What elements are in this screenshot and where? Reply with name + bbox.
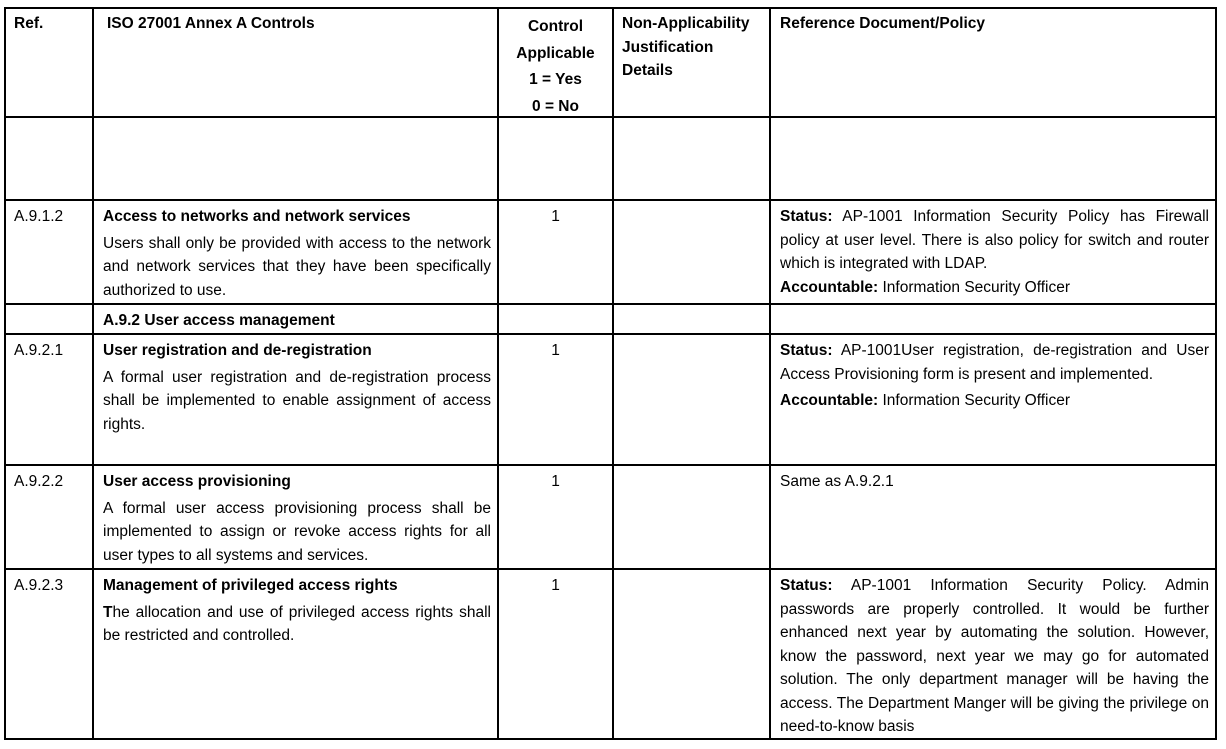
header-justification-line: Non-Applicability bbox=[622, 15, 750, 32]
table-border-top bbox=[5, 7, 1217, 9]
accountable-text bbox=[780, 389, 1209, 413]
control-description: Users shall only be provided with access to the network and network services that they have been specifically authorized to use. bbox=[103, 234, 491, 299]
accountable-text bbox=[780, 276, 1209, 300]
applicable-value: 1 bbox=[551, 473, 560, 490]
header-control-applicable bbox=[499, 14, 612, 120]
applicable-value: 1 bbox=[551, 208, 560, 225]
reference-cell bbox=[780, 574, 1209, 739]
row-divider bbox=[5, 333, 1217, 335]
control-title: Management of privileged access rights bbox=[103, 577, 398, 594]
applicable-value: 1 bbox=[551, 577, 560, 594]
row-divider bbox=[5, 303, 1217, 305]
description-initial: T bbox=[103, 603, 113, 621]
status-value: AP-1001User registration, de-registration and User Access Provisioning form is present and implemented. bbox=[780, 342, 1209, 383]
accountable-value: Information Security Officer bbox=[878, 278, 1070, 296]
row-divider bbox=[5, 568, 1217, 570]
control-title: User access provisioning bbox=[103, 473, 291, 490]
status-label: Status: bbox=[780, 577, 833, 594]
control-description bbox=[103, 601, 491, 648]
status-text bbox=[780, 339, 1209, 386]
header-applicable-no: 0 = No bbox=[532, 97, 579, 115]
accountable-label: Accountable: bbox=[780, 278, 879, 296]
status-value: AP-1001 Information Security Policy. Admin passwords are properly controlled. It would be further enhanced next year by automating the solution. However, know the password, next year we may go for automated solution. The only department manager will be having the access. The Department Manger will be giving the privilege on need-to-know basis bbox=[780, 577, 1209, 735]
header-ref: Ref. bbox=[14, 15, 44, 32]
column-divider bbox=[769, 7, 771, 740]
reference-text: Same as A.9.2.1 bbox=[780, 473, 894, 490]
control-description: A formal user registration and de-registration process shall be implemented to enable assignment of access rights. bbox=[103, 368, 491, 433]
status-label: Status: bbox=[780, 208, 833, 225]
column-divider bbox=[612, 7, 614, 740]
reference-cell bbox=[780, 205, 1209, 299]
description-rest: he allocation and use of privileged access rights shall be restricted and controlled. bbox=[103, 603, 491, 644]
header-reference: Reference Document/Policy bbox=[780, 15, 986, 32]
header-applicable-line: Applicable bbox=[516, 44, 595, 62]
header-justification-line: Details bbox=[622, 62, 673, 79]
column-divider bbox=[92, 7, 94, 740]
control-title: Access to networks and network services bbox=[103, 208, 411, 225]
accountable-label: Accountable: bbox=[780, 392, 879, 409]
table-border-right bbox=[1215, 7, 1217, 740]
status-value: AP-1001 Information Security Policy has Firewall policy at user level. There is also policy for switch and router which is integrated with LDAP. bbox=[780, 208, 1209, 272]
control-cell bbox=[103, 470, 491, 567]
row-ref: A.9.2.2 bbox=[14, 473, 64, 490]
row-divider bbox=[5, 199, 1217, 201]
table-border-left bbox=[4, 7, 6, 740]
row-ref: A.9.1.2 bbox=[14, 208, 64, 225]
section-heading: A.9.2 User access management bbox=[103, 312, 335, 329]
row-ref: A.9.2.1 bbox=[14, 342, 64, 359]
control-cell bbox=[103, 205, 491, 302]
header-justification-line: Justification bbox=[622, 38, 714, 56]
header-justification bbox=[622, 12, 768, 83]
accountable-value: Information Security Officer bbox=[878, 392, 1070, 409]
status-text bbox=[780, 205, 1209, 276]
control-title: User registration and de-registration bbox=[103, 342, 372, 359]
header-applicable-line: Control bbox=[527, 18, 584, 35]
applicable-value: 1 bbox=[551, 342, 560, 359]
header-applicable-yes: 1 = Yes bbox=[529, 71, 582, 88]
control-cell bbox=[103, 339, 491, 436]
row-ref: A.9.2.3 bbox=[14, 577, 64, 594]
row-divider bbox=[5, 464, 1217, 466]
control-description: A formal user access provisioning process shall be implemented to assign or revoke access rights for all user types to all systems and services. bbox=[103, 499, 491, 564]
header-controls: ISO 27001 Annex A Controls bbox=[107, 15, 315, 32]
control-cell bbox=[103, 574, 491, 648]
reference-cell bbox=[780, 339, 1209, 413]
status-label: Status: bbox=[780, 342, 833, 359]
status-text bbox=[780, 574, 1209, 739]
